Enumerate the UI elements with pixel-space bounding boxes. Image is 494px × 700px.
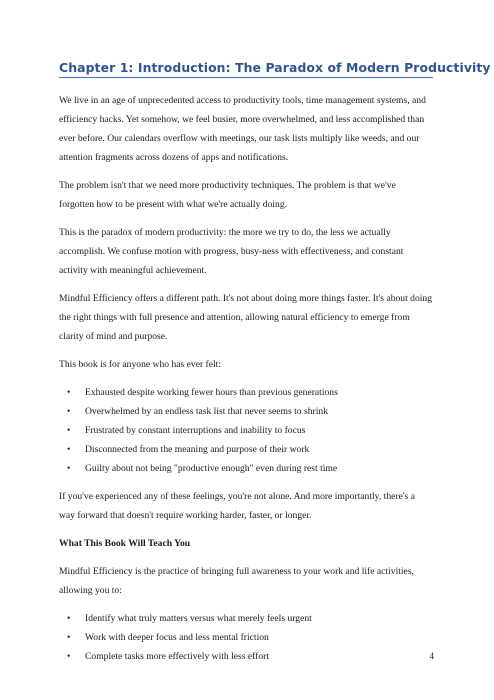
- list-item-text: Disconnected from the meaning and purpose of their work: [85, 444, 310, 455]
- page-number: 4: [429, 651, 434, 661]
- list-item-text: Work with deeper focus and less mental friction: [85, 632, 269, 643]
- list-item: [59, 402, 433, 421]
- list-item: [59, 459, 433, 478]
- list-item-text: Complete tasks more effectively with less effort: [85, 651, 270, 662]
- paragraph-intro: We live in an age of unprecedented access to productivity tools, time management systems, and efficiency hacks. Yet somehow, we feel busier, more overwhelmed, and less accomplished than ever before. Our calendars overflow with meetings, our task lists multiply like weeds, and our attention fragments across dozens of apps and notifications.: [59, 95, 426, 163]
- list-item: [59, 609, 433, 628]
- bullet-icon: •: [67, 651, 71, 662]
- bullet-icon: •: [67, 463, 71, 474]
- teach-list: [59, 609, 433, 666]
- page-content: [59, 60, 491, 675]
- section-heading: What This Book Will Teach You: [59, 538, 191, 549]
- list-item-text: Exhausted despite working fewer hours than previous generations: [85, 387, 338, 398]
- bullet-icon: •: [67, 406, 71, 417]
- list-item-text: Frustrated by constant interruptions and inability to focus: [85, 425, 306, 436]
- list-item-text: Identify what truly matters versus what merely feels urgent: [85, 613, 312, 624]
- bullet-icon: •: [67, 425, 71, 436]
- paragraph-way-forward: If you've experienced any of these feelings, you're not alone. And more importantly, there's a way forward that doesn't require working harder, faster, or longer.: [59, 491, 415, 521]
- list-item: [59, 647, 433, 666]
- list-item-text: Guilty about not being "productive enough" even during rest time: [85, 463, 338, 474]
- list-item: [59, 383, 433, 402]
- list-item-text: Overwhelmed by an endless task list that never seems to shrink: [85, 406, 328, 417]
- bullet-icon: •: [67, 444, 71, 455]
- list-item: [59, 421, 433, 440]
- paragraph-different-path: Mindful Efficiency offers a different path. It's not about doing more things faster. It's about doing the right things with full presence and attention, allowing natural efficiency to emerge from clarity of mind and purpose.: [59, 293, 433, 342]
- bullet-icon: •: [67, 613, 71, 624]
- paragraph-problem: The problem isn't that we need more productivity techniques. The problem is that we've forgotten how to be present with what we're actually doing.: [59, 180, 396, 210]
- bullet-icon: •: [67, 387, 71, 398]
- list-item: [59, 628, 433, 647]
- paragraph-paradox: This is the paradox of modern productivity: the more we try to do, the less we actually accomplish. We confuse motion with progress, busy-ness with effectiveness, and constant activity with meaningful achievement.: [59, 227, 404, 276]
- chapter-title: Chapter 1: Introduction: The Paradox of Modern Productivity: [59, 60, 433, 78]
- paragraph-audience: This book is for anyone who has ever felt:: [59, 359, 221, 370]
- list-item: [59, 440, 433, 459]
- paragraph-definition: Mindful Efficiency is the practice of bringing full awareness to your work and life activities, allowing you to:: [59, 566, 414, 596]
- bullet-icon: •: [67, 632, 71, 643]
- feelings-list: [59, 383, 433, 478]
